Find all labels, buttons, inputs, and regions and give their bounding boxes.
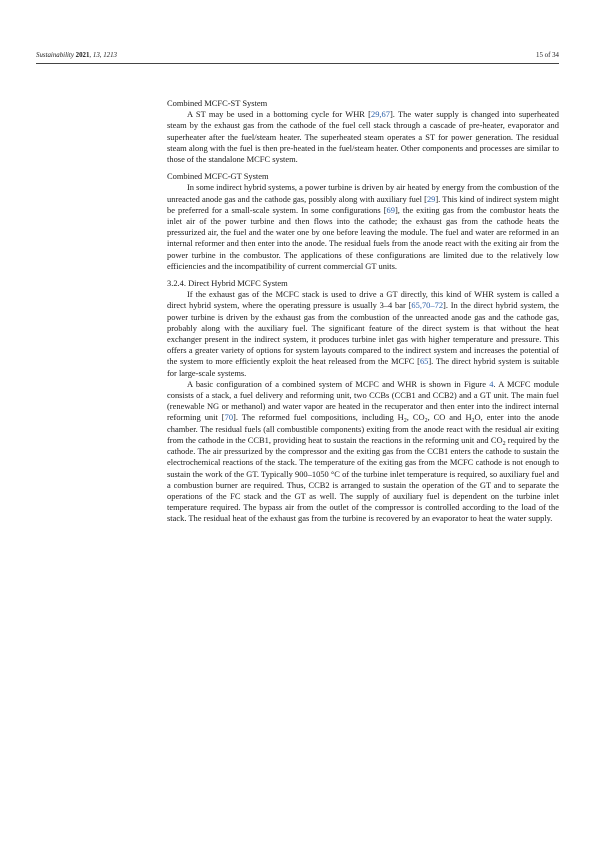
page-number: 15 of 34	[536, 52, 559, 59]
page-header	[36, 52, 559, 59]
citation-link[interactable]: 29,67	[370, 109, 390, 120]
paragraph	[167, 379, 559, 525]
citation-link[interactable]: 65	[419, 356, 429, 367]
text-run: required by the cathode. The air pressurized by the compressor and the exiting gas from the CCB1 enters the cathode to sustain the electrochemical reactions of the stack. The temperature of the exiting gas from the MCFC cathode is not enough to sustain the work of the GT. Typically 900–1050 °C of the turbine inlet temperature is required, so auxiliary fuel and a combustion burner are required. Thus, CCB2 is arranged to sustain the operation of the GT and to separate the operations of the FC stack and the GT as well. The supply of auxiliary fuel is dependent on the turbine inlet temperature required. The bypass air from the outlet of the compressor is controlled according to the load of the stack. The residual heat of the exhaust gas from the turbine is recovered by an evaporator to heat the water supply.	[167, 434, 559, 524]
text-run: ]. The direct hybrid system is suitable for large-scale systems.	[167, 356, 559, 378]
citation-link[interactable]: 29	[426, 193, 436, 204]
paragraph	[167, 109, 559, 165]
citation-link[interactable]: 65,70–72	[411, 300, 444, 311]
text-run: O, enter into the anode chamber. The residual fuels (all combustible components) exiting from the anode react with the residual air exiting from the cathode in the CCB1, providing heat to sustain the reactions in the reforming unit and CO	[167, 412, 559, 445]
citation-link[interactable]: 70	[224, 412, 234, 423]
text-run: ]. The water supply is changed into superheated steam by the exhaust gas from the cathode of the fuel cell stack through a cascade of pre-heater, evaporator and superheater after the fuel/steam heater. The superheated steam operates a ST for power generation. The residual steam along with the fuel is then pre-heated in the fuel/steam heater. Other components and processes are similar to those of the standalone MCFC system.	[167, 109, 559, 165]
journal-volume: 13	[92, 52, 100, 59]
paragraph	[167, 182, 559, 272]
citation-link[interactable]: 4	[489, 378, 494, 389]
text-run: ]. This kind of indirect system might be preferred for a small-scale system. In some configurations [	[167, 193, 559, 215]
journal-article: 1213	[103, 52, 117, 59]
section-heading: Combined MCFC-GT System	[167, 171, 269, 182]
subscript: 2	[424, 418, 428, 425]
subscript: 2	[403, 418, 407, 425]
text-run: In some indirect hybrid systems, a power turbine is driven by air heated by energy from the combustion of the unreacted anode gas and the cathode gas, possibly along with auxiliary fuel [	[167, 182, 559, 204]
text-run: A ST may be used in a bottoming cycle for WHR [	[187, 109, 371, 120]
journal-year: 2021	[75, 52, 90, 59]
text-run: , CO and H	[427, 412, 472, 423]
header-rule	[36, 63, 559, 64]
journal-citation: Sustainability 2021, 13, 1213	[36, 52, 117, 59]
text-run: If the exhaust gas of the MCFC stack is used to drive a GT directly, this kind of WHR system is called a direct hybrid system, where the operating pressure is usually 3–4 bar [	[167, 289, 559, 311]
subscript: 2	[471, 418, 475, 425]
text-run: ]. The reformed fuel compositions, including H	[233, 412, 404, 423]
text-run: A basic configuration of a combined system of MCFC and WHR is shown in Figure	[187, 378, 490, 389]
section-heading: Combined MCFC-ST System	[167, 98, 268, 108]
subscript: 2	[502, 440, 506, 447]
citation-link[interactable]: 69	[386, 204, 395, 215]
text-run: ]. In the direct hybrid system, the power turbine is driven by the exhaust gas from the combustion of the unreacted anode gas and the cathode gas, probably along with the auxiliary fuel. The significant feature of the direct system is that without the heat exchanger present in the indirect system, it produces turbine inlet gas with higher temperature and pressure. This offers a greater variety of options for system layouts compared to the indirect system and increases the potential of the system to more efficiently exploit the heat released from the MCFC [	[167, 300, 559, 367]
text-run: ], the exiting gas from the combustor heats the inlet air of the power turbine and then flows into the cathode; the exhaust gas from the cathode heats the pressurized air, the fuel and the water one by one before leaving the module. The fuel and water are reformed in an internal reformer and then enter into the anode. The residual fuels from the anode react with the exiting air from the power turbine in the combustor. The applications of these configurations are limited due to the relatively low efficiencies and the incompatibility of current commercial GT units.	[167, 204, 559, 271]
text-run: . A MCFC module consists of a stack, a fuel delivery and reforming unit, two CCBs (CCB1 and CCB2) and a GT unit. The main fuel (renewable NG or methanol) and water vapor are heated in the recuperator and then enter into the indirect internal reforming unit [	[167, 378, 560, 423]
paragraph	[167, 289, 559, 379]
journal-name: Sustainability	[36, 52, 74, 59]
section-heading: 3.2.4. Direct Hybrid MCFC System	[167, 278, 288, 289]
text-run: , CO	[406, 412, 425, 423]
page-body	[167, 98, 559, 525]
